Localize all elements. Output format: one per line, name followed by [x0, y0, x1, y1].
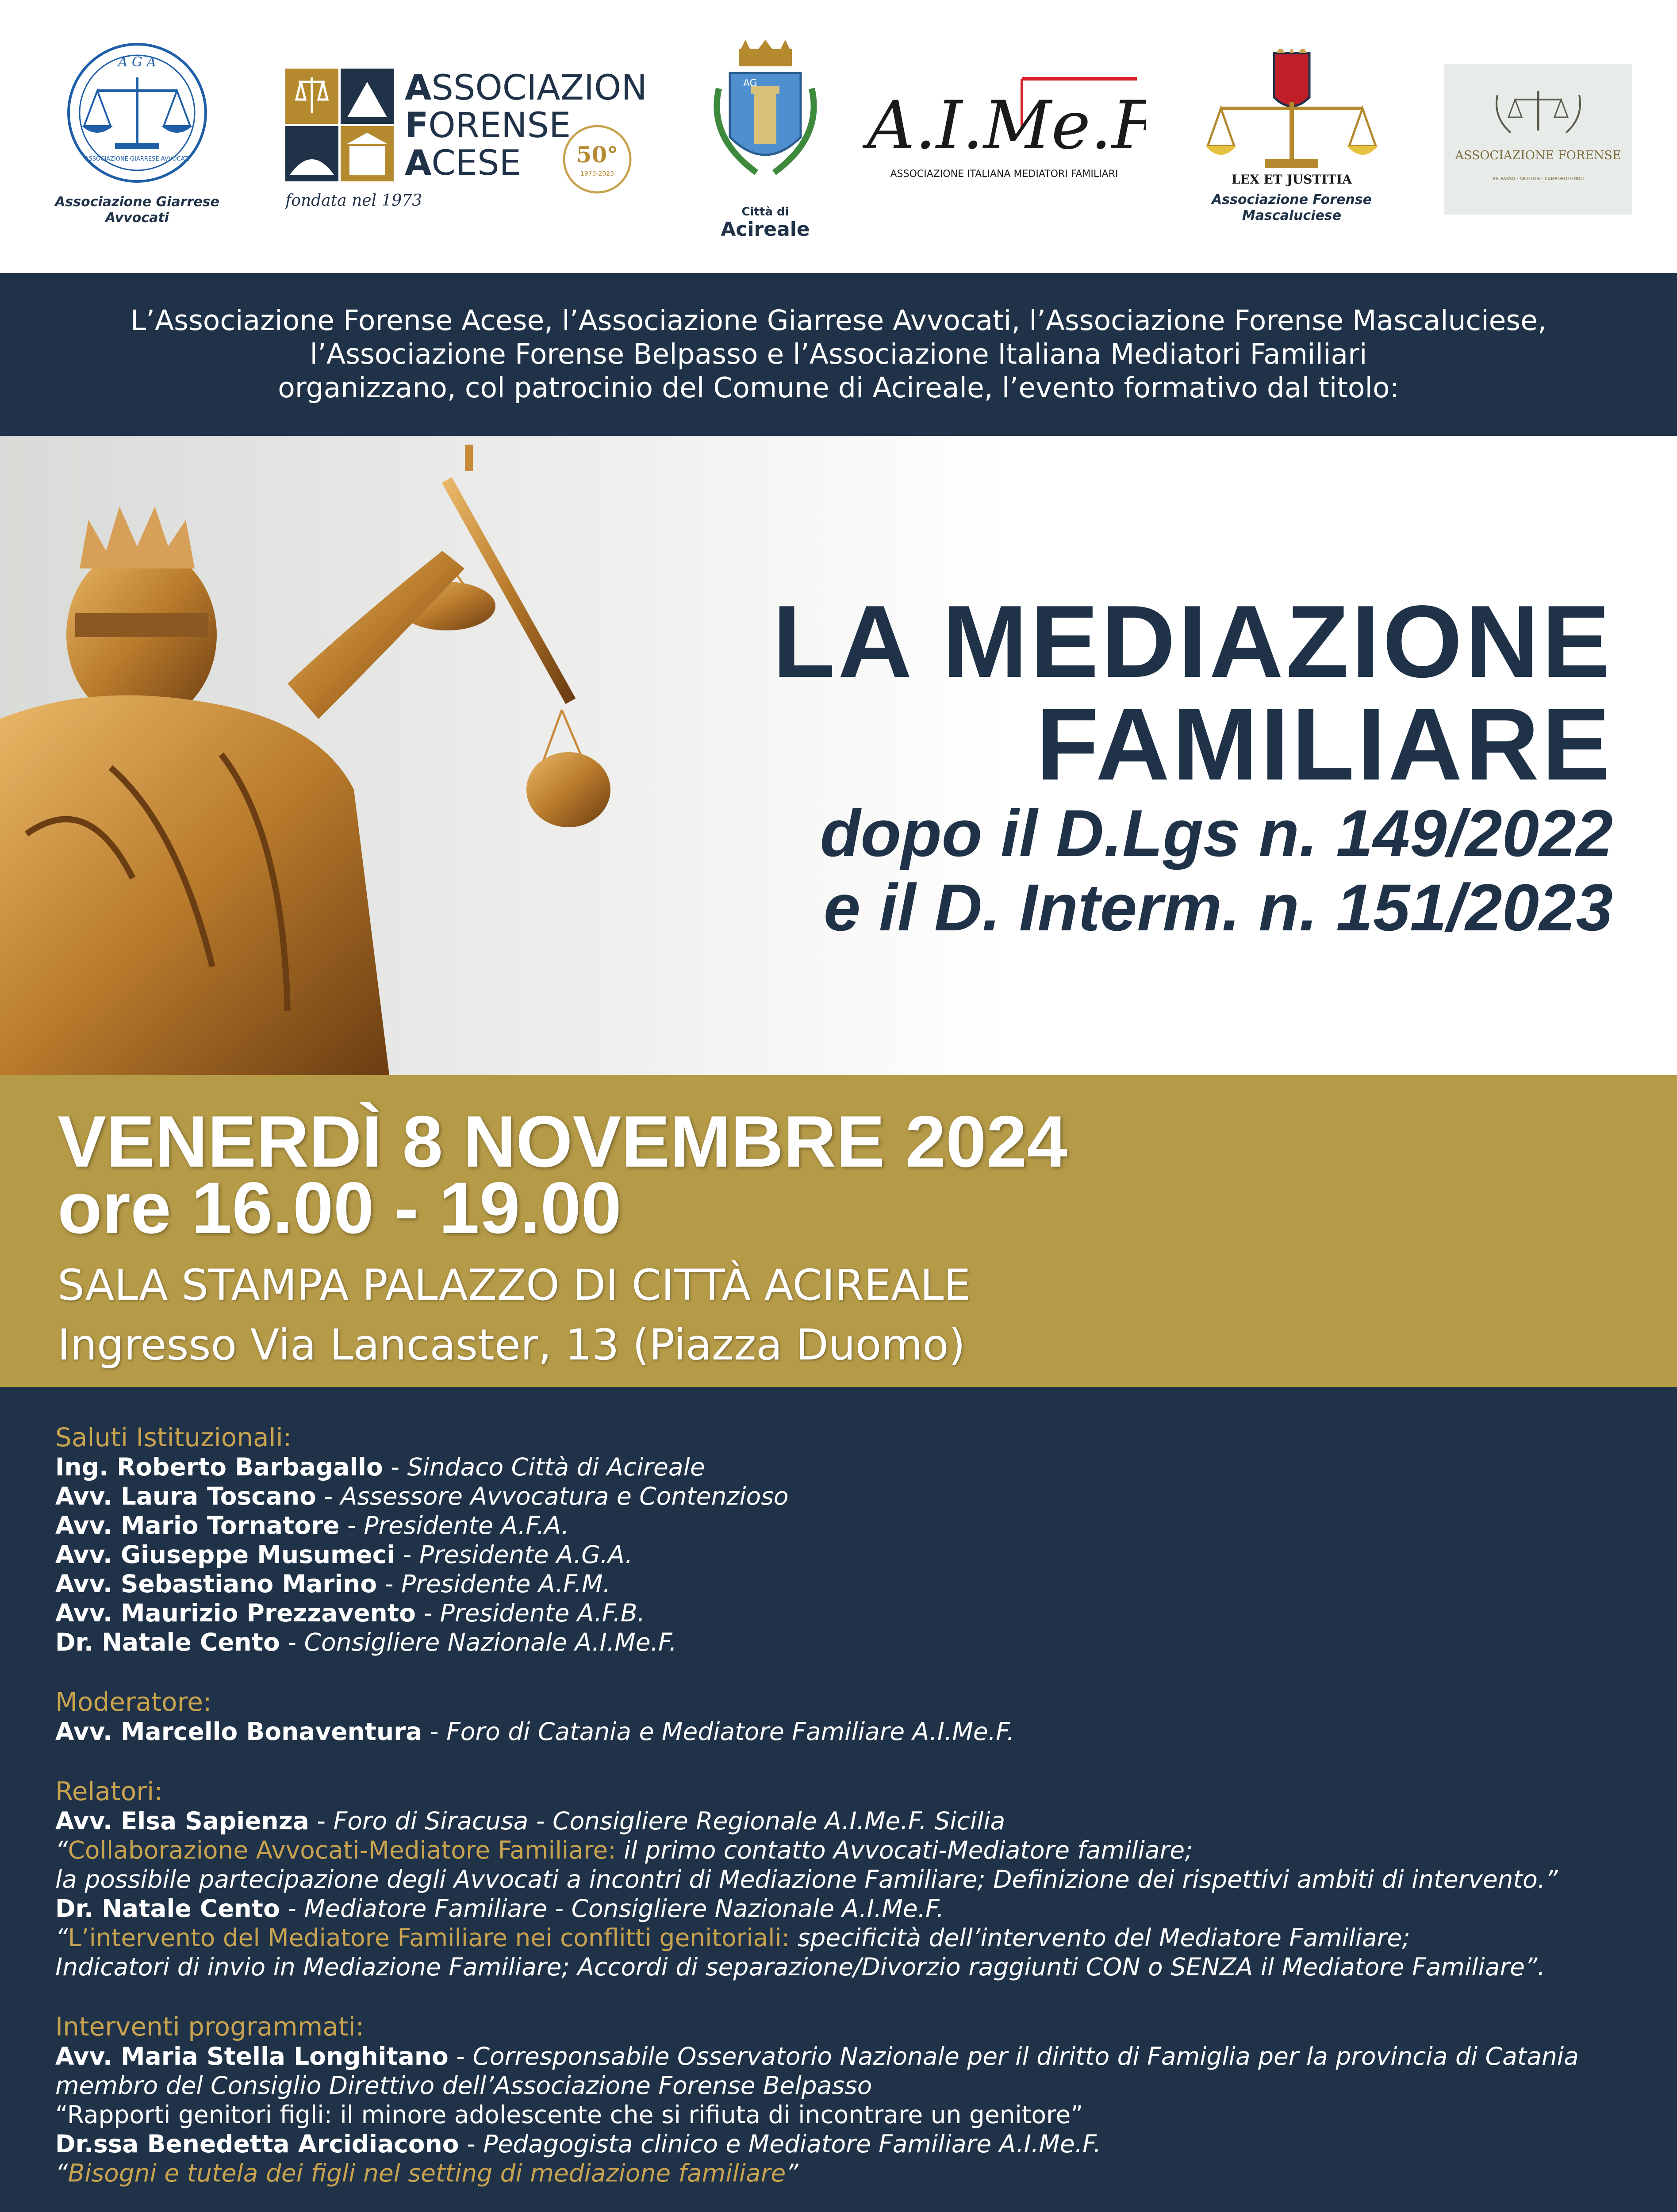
af-belpasso-caption: ASSOCIAZIONE FORENSE: [1455, 149, 1621, 162]
aga-inner-text: ASSOCIAZIONE GIARRESE AVVOCATI: [84, 156, 190, 162]
afa-anniversary-years: 1973-2023: [580, 170, 614, 177]
afa-rest-3: CESE: [431, 143, 521, 183]
afa-rest-2: ORENSE: [428, 106, 571, 146]
list-item: Avv. Maurizio Prezzavento - Presidente A.F.B.: [55, 1599, 645, 1627]
intervento-1-topic: “Rapporti genitori figli: il minore adolescente che si rifiuta di incontrare un genitore”: [55, 2101, 1083, 2129]
intro-line-2: l’Associazione Forense Belpasso e l’Associazione Italiana Mediatori Familiari: [310, 338, 1367, 370]
aimef-caption: ASSOCIAZIONE ITALIANA MEDIATORI FAMILIARI: [890, 169, 1118, 180]
moderatore-heading: Moderatore:: [55, 1687, 212, 1717]
relatori-heading: Relatori:: [55, 1776, 163, 1806]
list-item: Avv. Laura Toscano - Assessore Avvocatura e Contenzioso: [55, 1482, 789, 1510]
aga-emblem-icon: [49, 42, 226, 192]
intervento-2: Dr.ssa Benedetta Arcidiacono - Pedagogista clinico e Mediatore Familiare A.I.Me.F.: [55, 2130, 1101, 2158]
acireale-shield-text: AG: [743, 78, 757, 89]
title-line-1: LA MEDIAZIONE: [772, 584, 1613, 699]
intro-band: [0, 273, 1677, 436]
event-title: [772, 584, 1613, 945]
lady-justice-statue-icon: [0, 436, 664, 1075]
af-belpasso-sub: BELPASSO · NICOLOSI · CAMPOROTONDO: [1492, 177, 1584, 181]
afa-founded: fondata nel 1973: [285, 192, 422, 210]
event-venue: SALA STAMPA PALAZZO DI CITTÀ ACIREALE: [58, 1260, 971, 1310]
afa-initial-3: A: [405, 143, 432, 183]
event-entrance: Ingresso Via Lancaster, 13 (Piazza Duomo): [58, 1320, 966, 1370]
logo-af-belpasso: [1444, 64, 1632, 215]
svg-text:ASSOCIAZIONE: [405, 68, 648, 108]
event-date: VENERDÌ 8 NOVEMBRE 2024: [58, 1101, 1068, 1182]
list-item: Avv. Sebastiano Marino - Presidente A.F.M.: [55, 1570, 611, 1598]
date-band: [0, 1075, 1677, 1387]
afa-rest-1: SSOCIAZIONE: [431, 68, 648, 108]
svg-text:ACESE: [405, 143, 521, 183]
afa-initial-2: F: [405, 106, 429, 146]
afa-logo-graphic: [285, 64, 648, 215]
afa-anniversary: 50°: [576, 142, 618, 168]
relatore-2: Dr. Natale Cento - Mediatore Familiare - Consigliere Nazionale A.I.Me.F.: [55, 1894, 944, 1923]
logo-acireale: [699, 40, 832, 241]
logo-aga: [49, 42, 226, 226]
hero-section: [0, 436, 1677, 1075]
acireale-crest-icon: [699, 40, 832, 204]
event-time: ore 16.00 - 19.00: [58, 1167, 622, 1248]
interventi-heading: Interventi programmati:: [55, 2012, 365, 2042]
saluti-list: [55, 1452, 1630, 1657]
relatore-1-topic: “Collaborazione Avvocati-Mediatore Familiare: il primo contatto Avvocati-Mediatore familiare;: [55, 1836, 1193, 1864]
moderatore: Avv. Marcello Bonaventura - Foro di Catania e Mediatore Familiare A.I.Me.F.: [55, 1717, 1015, 1746]
aga-caption-line2: Avvocati: [105, 210, 169, 226]
subtitle-line-1: dopo il D.Lgs n. 149/2022: [820, 796, 1613, 870]
title-line-2: FAMILIARE: [1036, 687, 1613, 802]
relatore-2-topic-line2: Indicatori di invio in Mediazione Familiare; Accordi di separazione/Divorzio raggiunti CON o SENZA il Mediatore Familiare”.: [55, 1953, 1545, 1981]
aga-ring-text: A G A: [118, 54, 157, 70]
intervento-2-topic: “Bisogni e tutela dei figli nel setting di mediazione familiare”: [55, 2159, 798, 2187]
program-list: [55, 1422, 1630, 2188]
intro-line-3: organizzano, col patrocinio del Comune di Acireale, l’evento formativo dal titolo:: [278, 372, 1399, 404]
af-belpasso-logo-graphic: [1444, 64, 1632, 215]
saluti-heading: Saluti Istituzionali:: [55, 1422, 292, 1452]
lex-caption-line1: Associazione Forense: [1212, 192, 1372, 207]
list-item: Ing. Roberto Barbagallo - Sindaco Città di Acireale: [55, 1453, 705, 1481]
list-item: Dr. Natale Cento - Consigliere Nazionale A.I.Me.F.: [55, 1628, 677, 1656]
lex-scales-icon: [1203, 49, 1380, 190]
lex-motto: LEX ET JUSTITIA: [1232, 172, 1352, 187]
program-section: [0, 1387, 1677, 2212]
list-item: Avv. Mario Tornatore - Presidente A.F.A.: [55, 1511, 569, 1540]
list-item: Avv. Giuseppe Musumeci - Presidente A.G.A.: [55, 1540, 633, 1569]
logo-lex-et-justitia: [1203, 49, 1380, 224]
acireale-caption-line2: Acireale: [721, 218, 810, 241]
relatore-1: Avv. Elsa Sapienza - Foro di Siracusa - Consigliere Regionale A.I.Me.F. Sicilia: [55, 1807, 1005, 1835]
afa-initial-1: A: [405, 68, 432, 108]
acireale-caption-line1: Città di: [741, 205, 789, 219]
logo-header: [0, 0, 1677, 273]
aimef-letters: A.I.Me.F.: [867, 87, 1146, 164]
aga-caption-line1: Associazione Giarrese: [55, 194, 219, 210]
svg-text:FORENSE: [405, 106, 571, 146]
relatore-2-topic: “L’intervento del Mediatore Familiare nei conflitti genitoriali: specificità dell’intervento del Mediatore Familiare;: [55, 1924, 1410, 1952]
logo-afa: [285, 64, 648, 215]
intervento-1-line2: membro del Consiglio Direttivo dell’Associazione Forense Belpasso: [55, 2071, 872, 2100]
aimef-logo-graphic: [863, 71, 1146, 186]
relatore-1-topic-line2: la possibile partecipazione degli Avvocati a incontri di Mediazione Familiare; Definizione dei rispettivi ambiti di intervento.”: [55, 1865, 1558, 1893]
logo-aimef: [863, 71, 1146, 188]
intro-text: [0, 304, 1677, 405]
subtitle-line-2: e il D. Interm. n. 151/2023: [823, 870, 1613, 945]
lex-caption-line2: Mascaluciese: [1242, 208, 1342, 223]
intervento-1: Avv. Maria Stella Longhitano - Corresponsabile Osservatorio Nazionale per il diritto di Famiglia per la provincia di Catania: [55, 2042, 1579, 2070]
intro-line-1: L’Associazione Forense Acese, l’Associazione Giarrese Avvocati, l’Associazione Forense Mascaluciese,: [130, 304, 1547, 337]
